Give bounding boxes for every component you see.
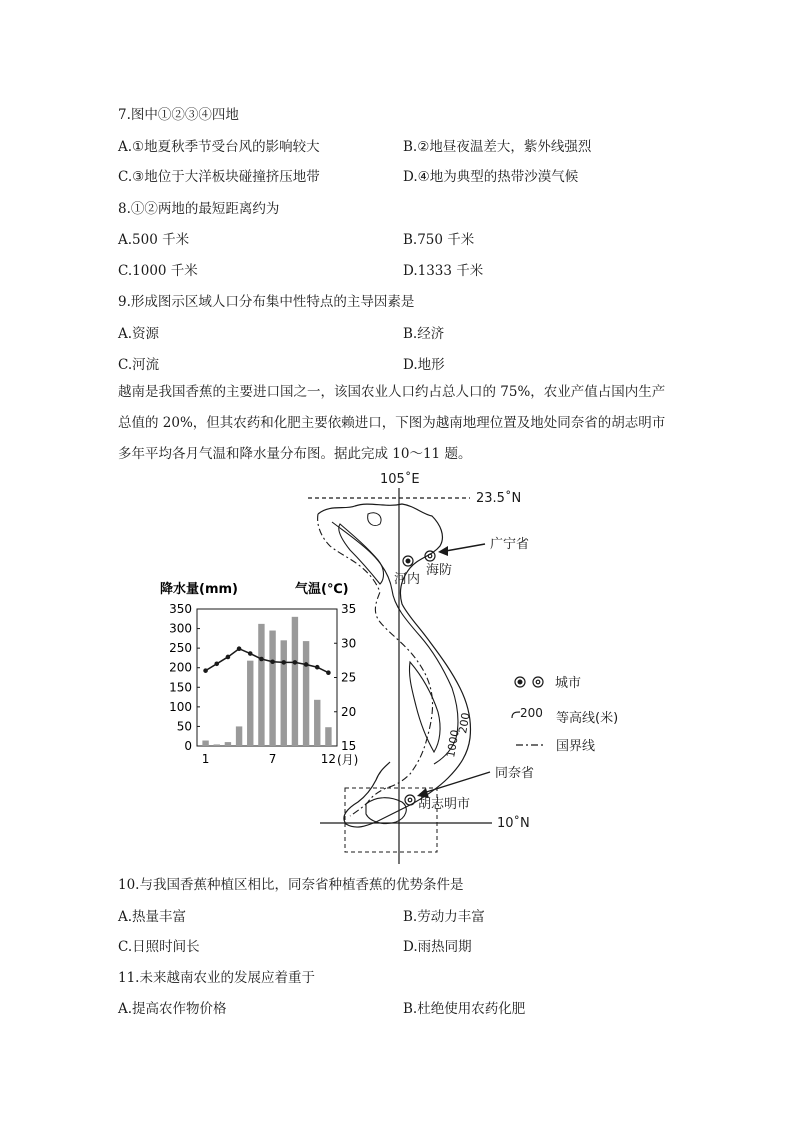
hcm-label: 胡志明市	[418, 797, 471, 812]
tropic-label: 23.5˚N	[476, 491, 522, 506]
vietnam-western-border	[318, 514, 433, 816]
q7-option-c: C.③地位于大洋板块碰撞挤压地带	[118, 169, 320, 185]
q10-option-c: C.日照时间长	[118, 939, 200, 955]
temperature-point-4	[237, 646, 242, 651]
intro-paragraph: 越南是我国香蕉的主要进口国之一，该国农业人口约占总人口的 75%，农业产值占国内生产总值的 20%，但其农药和化肥主要依赖进口，下图为越南地理位置及地处同奈省的胡志明市多年平均各月气温和降水量分布图。据此完成 10～11 题。	[118, 384, 666, 462]
hanoi-marker	[403, 556, 413, 566]
q7-option-a: A.①地夏秋季节受台风的影响较大	[118, 139, 320, 155]
temperature-point-8	[281, 660, 286, 665]
q10-option-d: D.雨热同期	[403, 939, 472, 955]
right-tick-label: 35	[341, 602, 357, 616]
q8-option-a: A.500 千米	[118, 232, 190, 248]
right-tick-label: 30	[341, 636, 357, 651]
contour-1000-label: 1000	[444, 728, 462, 759]
legend-contour-value: 200	[520, 706, 543, 720]
x-tick-label: 7	[268, 752, 277, 766]
contour-1000	[339, 524, 384, 584]
legend-border-label: 国界线	[556, 739, 596, 754]
legend-contour-icon	[512, 712, 520, 718]
q9-option-a: A.资源	[118, 326, 160, 342]
lat-10n-label: 10˚N	[497, 816, 530, 831]
longitude-label: 105˚E	[380, 472, 420, 487]
temperature-point-1	[203, 668, 208, 673]
q7-option-b: B.②地昼夜温差大，紫外线强烈	[403, 139, 592, 155]
precip-bar-11	[314, 700, 320, 746]
q11-stem: 11.未来越南农业的发展应着重于	[118, 970, 315, 986]
vietnam-figure	[140, 466, 632, 866]
chart-ylabel-right: 气温(℃)	[295, 582, 349, 597]
map-legend	[512, 676, 618, 754]
island	[368, 513, 381, 526]
q10-option-b: B.劳动力丰富	[403, 909, 485, 925]
guangning-label: 广宁省	[490, 537, 530, 552]
q11-option-b: B.杜绝使用农药化肥	[403, 1001, 526, 1017]
right-tick-label: 25	[341, 670, 357, 685]
tongnai-arrow	[420, 772, 490, 794]
figure-svg	[140, 466, 632, 866]
q8-option-c: C.1000 千米	[118, 263, 198, 279]
q8-stem: 8.①②两地的最短距离约为	[118, 201, 280, 217]
q9-option-b: B.经济	[403, 326, 445, 342]
legend-city-icon	[515, 677, 543, 687]
hanoi-label: 河内	[394, 572, 421, 587]
precip-bar-9	[292, 617, 298, 746]
precip-bar-6	[258, 624, 264, 746]
q8-option-d: D.1333 千米	[403, 263, 484, 279]
left-tick-label: 50	[176, 719, 192, 734]
temperature-point-6	[259, 657, 264, 662]
climate-chart	[160, 581, 358, 767]
precip-bar-4	[236, 726, 242, 746]
temperature-point-11	[315, 665, 320, 670]
x-tick-label: 12	[320, 752, 337, 766]
left-tick-label: 250	[169, 641, 192, 656]
hcm-marker	[405, 795, 415, 805]
precip-bar-3	[225, 742, 231, 746]
q7-option-d: D.④地为典型的热带沙漠气候	[403, 169, 579, 185]
precip-bar-1	[202, 741, 208, 746]
haiphong-label: 海防	[426, 563, 453, 578]
q10-option-a: A.热量丰富	[118, 909, 187, 925]
left-tick-label: 350	[169, 602, 192, 616]
q10-stem: 10.与我国香蕉种植区相比，同奈省种植香蕉的优势条件是	[118, 877, 464, 893]
left-tick-label: 150	[169, 680, 192, 695]
legend-contour-label: 等高线(米)	[556, 711, 619, 726]
precip-bar-8	[281, 640, 287, 746]
q7-stem: 7.图中①②③④四地	[118, 107, 239, 123]
q9-stem: 9.形成图示区域人口分布集中性特点的主导因素是	[118, 294, 415, 310]
left-tick-label: 300	[169, 621, 192, 636]
temperature-point-7	[270, 659, 275, 664]
guangning-arrowhead	[438, 546, 448, 556]
chart-xunit: (月)	[337, 753, 359, 767]
q8-option-b: B.750 千米	[403, 232, 475, 248]
temperature-point-5	[248, 651, 253, 656]
temperature-point-10	[304, 662, 309, 667]
right-tick-label: 15	[341, 739, 357, 753]
contour-200-label: 200	[456, 711, 473, 735]
left-tick-label: 0	[184, 739, 192, 753]
x-tick-label: 1	[201, 752, 210, 766]
precip-bar-7	[269, 631, 275, 746]
q11-option-a: A.提高农作物价格	[118, 1001, 227, 1017]
temperature-point-12	[326, 670, 331, 675]
mekong-delta	[366, 798, 406, 824]
precip-bar-12	[325, 727, 331, 746]
temperature-point-3	[226, 655, 231, 660]
precip-bar-10	[303, 641, 309, 746]
left-tick-label: 200	[169, 660, 192, 675]
q9-option-c: C.河流	[118, 357, 160, 373]
right-tick-label: 20	[341, 704, 357, 719]
temperature-point-9	[293, 660, 298, 665]
legend-city-label: 城市	[555, 676, 582, 691]
contour-1000-south	[409, 662, 440, 752]
chart-ylabel-left: 降水量(mm)	[160, 582, 238, 597]
q9-option-d: D.地形	[403, 357, 445, 373]
precip-bar-5	[247, 661, 253, 746]
temperature-point-2	[214, 662, 219, 667]
left-tick-label: 100	[169, 699, 192, 714]
tongnai-label: 同奈省	[495, 766, 535, 781]
temperature-line	[206, 649, 329, 673]
precip-bar-2	[214, 744, 220, 746]
